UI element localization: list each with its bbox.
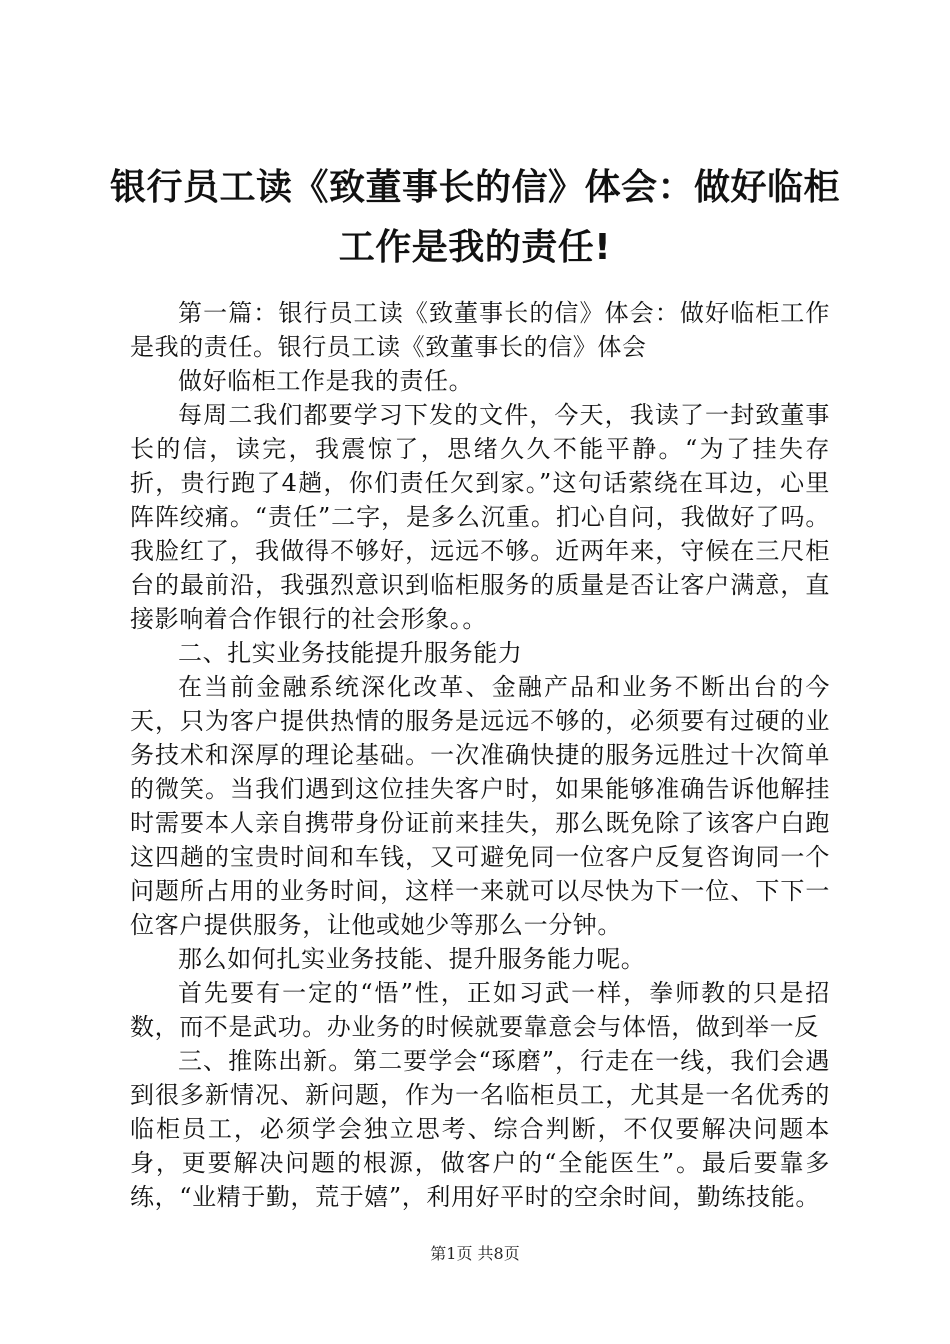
paragraph: 在当前金融系统深化改革、金融产品和业务不断出台的今天，只为客户提供热情的服务是远远不够的，必须要有过硬的业务技术和深厚的理论基础。一次准确快捷的服务远胜过十次简单的微笑。当我们遇到这位挂失客户时，如果能够准确告诉他解挂时需要本人亲自携带身份证前来挂失，那么既免除了该客户白跑这四趟的宝贵时间和车钱，又可避免同一位客户反复咨询同一个问题所占用的业务时间，这样一来就可以尽快为下一位、下下一位客户提供服务，让他或她少等那么一分钟。 <box>130 673 830 939</box>
paragraph: 三、推陈出新。第二要学会“琢磨”，行走在一线，我们会遇到很多新情况、新问题，作为一名临柜员工，尤其是一名优秀的临柜员工，必须学会独立思考、综合判断，不仅要解决问题本身，更要解决问题的根源，做客户的“全能医生”。最后要靠多练，“业精于勤，荒于嬉”，利用好平时的空余时间，勤练技能。 <box>130 1047 830 1211</box>
paragraph: 做好临柜工作是我的责任。 <box>178 367 474 395</box>
section-heading: 二、扎实业务技能提升服务能力 <box>178 639 523 667</box>
page-number-footer: 第1页 共8页 <box>430 1244 520 1263</box>
document-body <box>130 296 830 1214</box>
paragraph: 首先要有一定的“悟”性，正如习武一样，拳师教的只是招数，而不是武功。办业务的时候就要靠意会与体悟，做到举一反 <box>130 979 830 1041</box>
paragraph: 每周二我们都要学习下发的文件，今天，我读了一封致董事长的信，读完，我震惊了，思绪久久不能平静。“为了挂失存折，贵行跑了4趟，你们责任欠到家。”这句话萦绕在耳边，心里阵阵绞痛。“责任”二字，是多么沉重。扪心自问，我做好了吗。我脸红了，我做得不够好，远远不够。近两年来，守候在三尺柜台的最前沿，我强烈意识到临柜服务的质量是否让客户满意，直接影响着合作银行的社会形象。。 <box>130 401 830 633</box>
document-title: 银行员工读《致董事长的信》体会：做好临柜工作是我的责任! <box>110 167 841 268</box>
paragraph: 第一篇：银行员工读《致董事长的信》体会：做好临柜工作是我的责任。银行员工读《致董事长的信》体会 <box>130 299 830 361</box>
paragraph: 那么如何扎实业务技能、提升服务能力呢。 <box>178 945 646 973</box>
